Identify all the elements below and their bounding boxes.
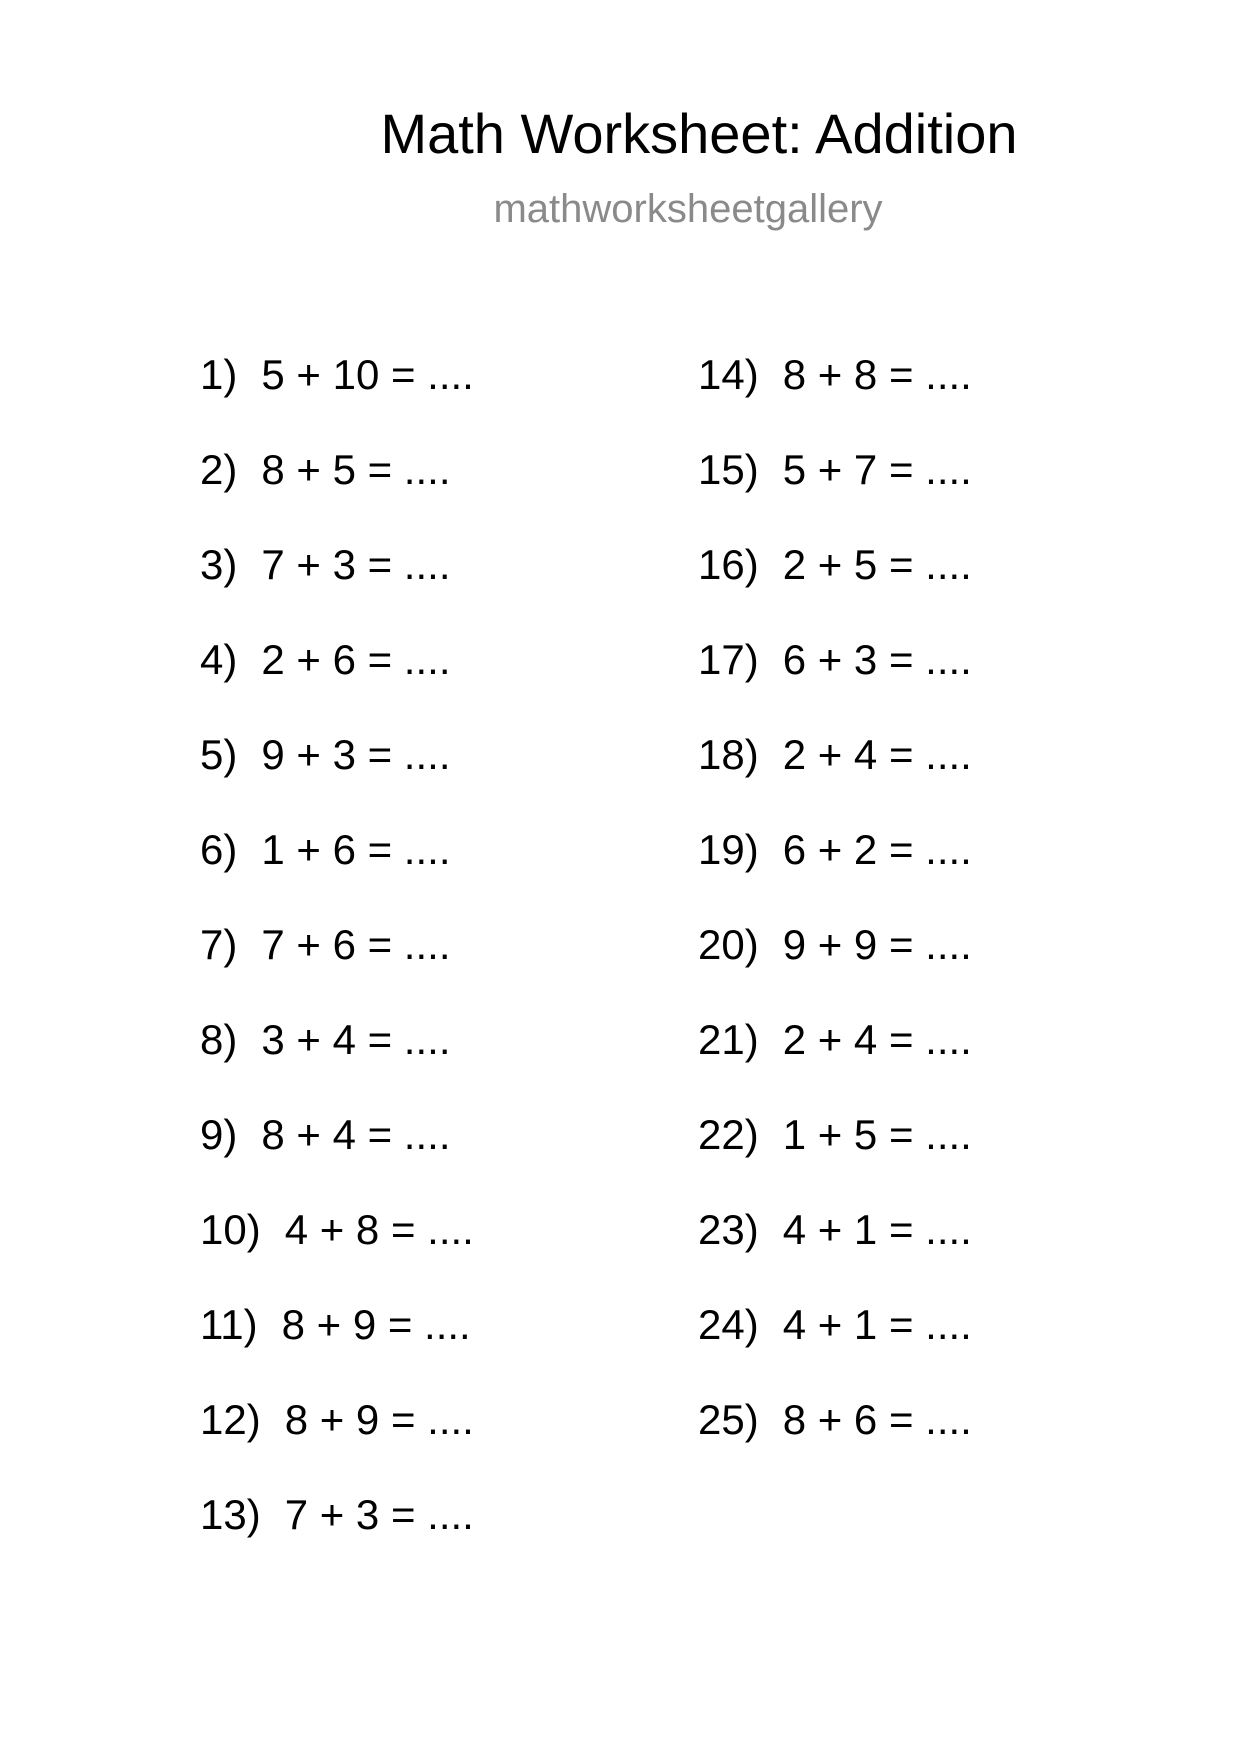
problem-item [698, 535, 972, 630]
problem-expression: 3 + 4 = .... [261, 1016, 451, 1063]
problem-list-left [200, 345, 474, 1580]
problem-list-right [698, 345, 972, 1485]
problem-expression: 1 + 5 = .... [782, 1111, 972, 1158]
problem-number: 22) [698, 1111, 759, 1158]
problem-expression: 7 + 3 = .... [261, 541, 451, 588]
problem-number: 17) [698, 636, 759, 683]
problem-number: 11) [200, 1301, 258, 1348]
problem-expression: 5 + 10 = .... [261, 351, 474, 398]
problem-item [200, 1010, 474, 1105]
problem-item [698, 630, 972, 725]
problem-expression: 2 + 5 = .... [782, 541, 972, 588]
problem-item [698, 345, 972, 440]
problem-expression: 8 + 9 = .... [284, 1396, 474, 1443]
problem-number: 5) [200, 731, 238, 778]
problem-expression: 6 + 3 = .... [782, 636, 972, 683]
problem-number: 25) [698, 1396, 759, 1443]
problem-expression: 7 + 3 = .... [284, 1491, 474, 1538]
problem-expression: 9 + 9 = .... [782, 921, 972, 968]
problem-number: 7) [200, 921, 238, 968]
problem-number: 12) [200, 1396, 261, 1443]
problem-number: 8) [200, 1016, 238, 1063]
problem-item [200, 535, 474, 630]
problem-item [698, 820, 972, 915]
problem-item [698, 1105, 972, 1200]
problem-number: 20) [698, 921, 759, 968]
problem-number: 18) [698, 731, 759, 778]
problem-number: 6) [200, 826, 238, 873]
problem-number: 9) [200, 1111, 238, 1158]
problem-number: 2) [200, 446, 238, 493]
problem-number: 4) [200, 636, 238, 683]
problem-item [200, 345, 474, 440]
problem-expression: 7 + 6 = .... [261, 921, 451, 968]
problem-item [698, 1390, 972, 1485]
problem-number: 10) [200, 1206, 261, 1253]
problem-expression: 2 + 6 = .... [261, 636, 451, 683]
problem-expression: 4 + 1 = .... [782, 1206, 972, 1253]
problem-expression: 9 + 3 = .... [261, 731, 451, 778]
problem-item [200, 1390, 474, 1485]
problem-number: 13) [200, 1491, 261, 1538]
problem-number: 23) [698, 1206, 759, 1253]
problem-expression: 6 + 2 = .... [782, 826, 972, 873]
problem-expression: 4 + 8 = .... [284, 1206, 474, 1253]
problem-item [200, 440, 474, 535]
problem-number: 16) [698, 541, 759, 588]
problem-item [200, 725, 474, 820]
page-title: Math Worksheet: Addition [380, 102, 1018, 165]
problem-expression: 8 + 4 = .... [261, 1111, 451, 1158]
problem-expression: 8 + 6 = .... [782, 1396, 972, 1443]
problem-item [200, 1295, 474, 1390]
problem-expression: 5 + 7 = .... [782, 446, 972, 493]
problem-item [698, 1295, 972, 1390]
problem-item [200, 820, 474, 915]
problem-number: 24) [698, 1301, 759, 1348]
problem-number: 19) [698, 826, 759, 873]
problem-item [698, 440, 972, 535]
problem-number: 15) [698, 446, 759, 493]
problem-expression: 4 + 1 = .... [782, 1301, 972, 1348]
problem-expression: 1 + 6 = .... [261, 826, 451, 873]
problem-item [200, 630, 474, 725]
problem-item [698, 1010, 972, 1105]
problem-item [200, 1485, 474, 1580]
problem-number: 21) [698, 1016, 759, 1063]
problem-expression: 8 + 9 = .... [281, 1301, 471, 1348]
problem-item [200, 1200, 474, 1295]
problem-expression: 8 + 5 = .... [261, 446, 451, 493]
problem-expression: 2 + 4 = .... [782, 731, 972, 778]
problem-expression: 8 + 8 = .... [782, 351, 972, 398]
problem-number: 1) [200, 351, 238, 398]
problem-item [698, 1200, 972, 1295]
problem-item [200, 915, 474, 1010]
problem-item [200, 1105, 474, 1200]
problem-item [698, 915, 972, 1010]
site-subtitle: mathworksheetgallery [493, 187, 883, 231]
problem-expression: 2 + 4 = .... [782, 1016, 972, 1063]
problem-item [698, 725, 972, 820]
problem-number: 3) [200, 541, 238, 588]
problem-number: 14) [698, 351, 759, 398]
